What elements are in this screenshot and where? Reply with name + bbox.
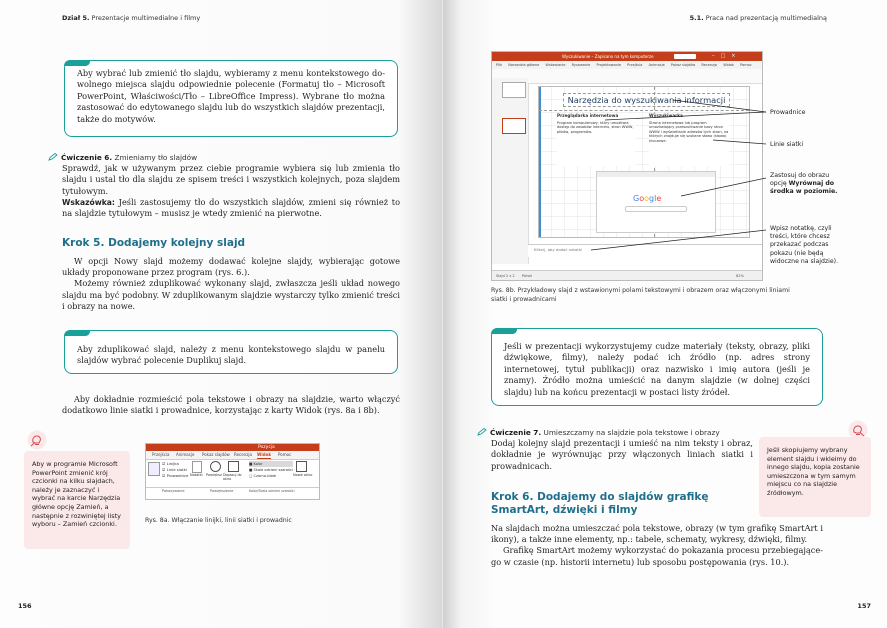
info-box-text: Aby wybrać lub zmienić tło slajdu, wybieramy z menu kontekstowego dowolnego miejsca slajdu odpowiednie polecenie (Formatuj tło – Microsoft PowerPoint, Właściwości/Tło – LibreOffice Impress). Wybrane tło można zastosować do edytowanego slajdu lub do wszystkich slajdów prezentacji, także do motywów.: [77, 68, 385, 124]
left-page: [0, 0, 442, 628]
pencil-icon: [477, 428, 487, 436]
ribbon-title: Pozycja: [258, 445, 275, 450]
zoom-icon[interactable]: [210, 461, 221, 472]
checkbox-guides[interactable]: ☑ Prowadnice: [162, 473, 189, 478]
copy-sidenote-text: Jeśli skopiujemy wybrany element slajdu i wkleimy do innego slajdu, kopia zostanie umieszczona w tym samym miejscu co na slajdzie źródłowym.: [767, 446, 860, 497]
grayscale-option[interactable]: ■ Skala odcieni szarości: [249, 468, 293, 472]
zoom-button-label: Powiększ: [206, 473, 222, 477]
tab-transitions[interactable]: Przejścia: [152, 452, 170, 457]
fit-window-label: Dopasuj do okna: [223, 473, 242, 481]
checkbox-gridlines[interactable]: ☑ Linie siatki: [162, 467, 187, 472]
show-checkboxes: [162, 461, 188, 479]
exercise-7-title: [477, 427, 753, 438]
textbox-browser-text: Program komputerowy, który umożliwia dostęp do zasobów internetu, stron WWW, plików, programów.: [557, 120, 634, 134]
lightbulb-hand-icon: [27, 430, 47, 450]
step-6-heading: Krok 6. Dodajemy do slajdów grafikę SmartArt, dźwięki i filmy: [491, 491, 709, 516]
color-option-label: Kolor: [253, 462, 263, 466]
exercise-6-text: Sprawdź, jak w używanym przez ciebie programie wybiera się lub zmienia tło slajdu i ustal tło dla slajdu ze spisem treści i wszystkich kolejnych, poza slajdem tytułowym.: [62, 163, 400, 196]
blackwhite-option[interactable]: □ Czarno-białe: [249, 474, 277, 478]
checkbox-guides-label: Prowadnice: [166, 473, 189, 478]
box-tab-decoration: [64, 330, 90, 336]
step-5-paragraph-2: Możemy również zduplikować wykonany slajd, zwłaszcza jeśli układ nowego slajdu ma być podobny. W zduplikowanym slajdzie wystarczy tylko zmienić treści i obrazy na nowe.: [62, 278, 400, 311]
lightbulb-hand-icon: [848, 420, 868, 440]
checkbox-ruler[interactable]: ☑ Linijka: [162, 461, 179, 466]
slide-title-box[interactable]: Narzędzia do wyszukiwania informacji: [563, 93, 730, 107]
menu-slideshow[interactable]: Pokaz slajdów: [670, 63, 696, 67]
annotation-align-part-1: Zastosuj do obrazu: [770, 172, 830, 179]
header-title: Praca nad prezentacją multimedialną: [705, 14, 827, 22]
font-sidenote: [24, 451, 130, 549]
notes-button[interactable]: [192, 461, 202, 473]
textbox-search-heading: Wyszukiwarka: [649, 113, 683, 118]
google-logo: Google: [633, 194, 662, 203]
arrow-guides-2: [605, 112, 766, 120]
grayscale-option-label: Skala odcieni szarości: [253, 468, 293, 472]
sources-info-box: [491, 328, 823, 406]
pencil-icon: [48, 153, 58, 161]
exercise-7-name: Umieszczamy na slajdzie pola tekstowe i obrazy: [543, 428, 720, 437]
annotation-notes: Wpisz notatkę, czyli treści, które chcesz przekazać podczas pokazu (nie będą widoczne na slajdzie).: [770, 225, 839, 265]
annotation-align-part-3: w poziomie.: [793, 188, 838, 196]
textbox-browser-heading: Przeglądarka internetowa: [557, 113, 619, 118]
ribbon-tab-row: [146, 451, 319, 460]
copy-sidenote: [759, 437, 871, 517]
box-tab-decoration: [64, 60, 90, 66]
checkbox-gridlines-label: Linie siatki: [166, 467, 187, 472]
menu-design[interactable]: Projektowanie: [596, 63, 622, 67]
arrow-notes: [591, 230, 766, 250]
menu-insert[interactable]: Wstawianie: [545, 63, 566, 67]
blackwhite-option-label: Czarno-białe: [253, 474, 277, 478]
menu-home[interactable]: Narzędzia główne: [508, 63, 540, 67]
hint-label: Wskazówka:: [62, 197, 115, 207]
menu-review[interactable]: Recenzja: [701, 63, 718, 67]
exercise-7-label: Ćwiczenie 7.: [490, 428, 542, 437]
slide-sorter-icon[interactable]: [148, 462, 160, 476]
step-6-paragraph-1: Na slajdach można umieszczać pola tekstowe, obrazy (w tym grafikę SmartArt i ikony), a także inne elementy, np.: tabele, schematy, wykresy, dźwięki, filmy.: [491, 523, 823, 545]
font-sidenote-text: Aby w programie Microsoft PowerPoint zmienić krój czcionki na kilku slajdach, należy je zaznaczyć i wybrać na karcie Narzędzia główne opcję Zamień, a następnie z rozwiniętej listy wyboru – Zamień czcionki.: [32, 460, 121, 529]
status-zoom[interactable]: 82%: [736, 274, 744, 278]
right-page: [443, 0, 887, 628]
annotation-gridlines: Linie siatki: [770, 141, 804, 148]
new-window-icon[interactable]: [296, 461, 307, 472]
annotation-align-part-2: opcję: [770, 180, 789, 188]
ribbon-titlebar: [146, 444, 319, 451]
status-language: Polski: [522, 274, 533, 278]
duplicate-tip-box: [64, 330, 398, 374]
exercise-7: [491, 427, 753, 472]
ribbon-group-divider: [146, 487, 319, 488]
hint-text: Jeśli zastosujemy tło do wszystkich slajdów, zmieni się również to na slajdzie tytułowym – musisz je wtedy zmienić na pierwotne.: [62, 196, 401, 219]
hint: [62, 197, 400, 219]
tab-slideshow[interactable]: Pokaz slajdów: [202, 452, 230, 457]
arrow-image: [681, 178, 766, 196]
info-box-background: [64, 60, 398, 137]
group-zoom-label: Powiększenie: [210, 489, 234, 493]
annotation-guides: Prowadnice: [770, 109, 806, 116]
header-section: Dział 5.: [62, 14, 90, 22]
color-option[interactable]: ■ Kolor: [249, 461, 293, 467]
ppt-window-controls[interactable]: –□×: [712, 53, 742, 59]
new-window-label: Nowe okno: [293, 473, 313, 477]
ppt-window-title: Wyszukiwanie – Zapisano na tym komputerze: [562, 54, 654, 59]
figure-8a-caption: Rys. 8a. Włączanie linijki, linii siatki i prowadnic: [145, 517, 292, 524]
textbox-search-text: Strona internetowa lub program umożliwiający przeszukiwanie bazy stron WWW i wyświetlanie adresów tych stron, na których znajduje się szukane słowo (słowa) kluczowe.: [649, 120, 729, 143]
exercise-6-name: Zmieniamy tło slajdów: [114, 153, 198, 162]
notes-placeholder: Kliknij, aby dodać notatki: [534, 247, 582, 252]
exercise-7-text: Dodaj kolejny slajd prezentacji i umieść na nim teksty i obraz, dokładnie je wyrównując przy włączonych liniach siatki i prowadnicach.: [491, 438, 753, 471]
step-5-body: [62, 256, 400, 312]
duplicate-tip-text: Aby zduplikować slajd, należy z menu kontekstowego slajdu w panelu slajdów wybrać polecenie Duplikuj slajd.: [77, 344, 385, 366]
group-color-label: Kolor/Skala odcieni szarości: [249, 489, 295, 493]
menu-help[interactable]: Pomoc: [740, 63, 752, 67]
tab-animations[interactable]: Animacje: [176, 452, 195, 457]
step-6-paragraph-2: Grafikę SmartArt możemy wykorzystać do pokazania procesu przebiegającego w czasie (np. historii internetu) lub sposobu postępowania (rys. 10.).: [491, 545, 823, 567]
sources-info-text: Jeśli w prezentacji wykorzystujemy cudze materiały (teksty, obrazy, pliki dźwiękowe, filmy), należy podać ich źródło (np. adres strony internetowej, tytuł publikacji) oraz nazwisko i imię autora (jeśli je znamy). Źródło można umieścić na danym slajdzie (w dolnej części slajdu) lub na końcu prezentacji w postaci listy źródeł.: [504, 341, 810, 397]
figure-8b-caption: Rys. 8b. Przykładowy slajd z wstawionymi polami tekstowymi i obrazem oraz włączonymi liniami siatki i prowadnicami: [491, 287, 790, 303]
page-number-left: 156: [18, 602, 32, 610]
tab-help[interactable]: Pomoc: [278, 452, 292, 457]
step-6-body: [491, 523, 823, 568]
menu-view[interactable]: Widok: [723, 63, 734, 67]
menu-draw[interactable]: Rysowanie: [571, 63, 591, 67]
gridlines-paragraph: Aby dokładnie rozmieścić pola tekstowe i obrazy na slajdzie, warto włączyć dodatkowo linie siatki i prowadnice, korzystając z karty Widok (rys. 8a i 8b).: [62, 394, 400, 416]
arrow-gridlines: [713, 140, 766, 144]
exercise-6-title: [48, 152, 400, 163]
arrow-guides-1: [673, 100, 766, 112]
exercise-6-label: Ćwiczenie 6.: [61, 153, 113, 162]
menu-animations[interactable]: Animacje: [648, 63, 665, 67]
header-section: 5.1.: [689, 14, 704, 22]
tab-review[interactable]: Recenzja: [234, 452, 252, 457]
step-5-paragraph-1: W opcji Nowy slajd możemy dodawać kolejne slajdy, wybierając gotowe układy proponowane przez program (rys. 6.).: [62, 256, 400, 278]
ribbon-screenshot: [145, 443, 320, 500]
exercise-6: [62, 152, 400, 219]
color-options: [249, 461, 293, 479]
annotation-align-emphasis: Wyrównaj do środka: [770, 180, 835, 196]
step-5-heading: Krok 5. Dodajemy kolejny slajd: [62, 237, 246, 249]
page-number-right: 157: [857, 602, 871, 610]
notes-button-label: Notatki: [190, 473, 203, 477]
fit-window-icon[interactable]: [228, 461, 239, 472]
menu-transitions[interactable]: Przejścia: [627, 63, 643, 67]
status-slide-count: Slajd 2 z 2: [496, 274, 515, 278]
header-title: Prezentacje multimedialne i filmy: [91, 14, 201, 22]
menu-file[interactable]: Plik: [496, 63, 503, 67]
box-tab-decoration: [491, 328, 517, 334]
tab-view[interactable]: Widok: [257, 452, 272, 457]
group-show-label: Pokazywanie: [162, 489, 185, 493]
running-header: [62, 14, 200, 22]
checkbox-ruler-label: Linijka: [166, 461, 179, 466]
